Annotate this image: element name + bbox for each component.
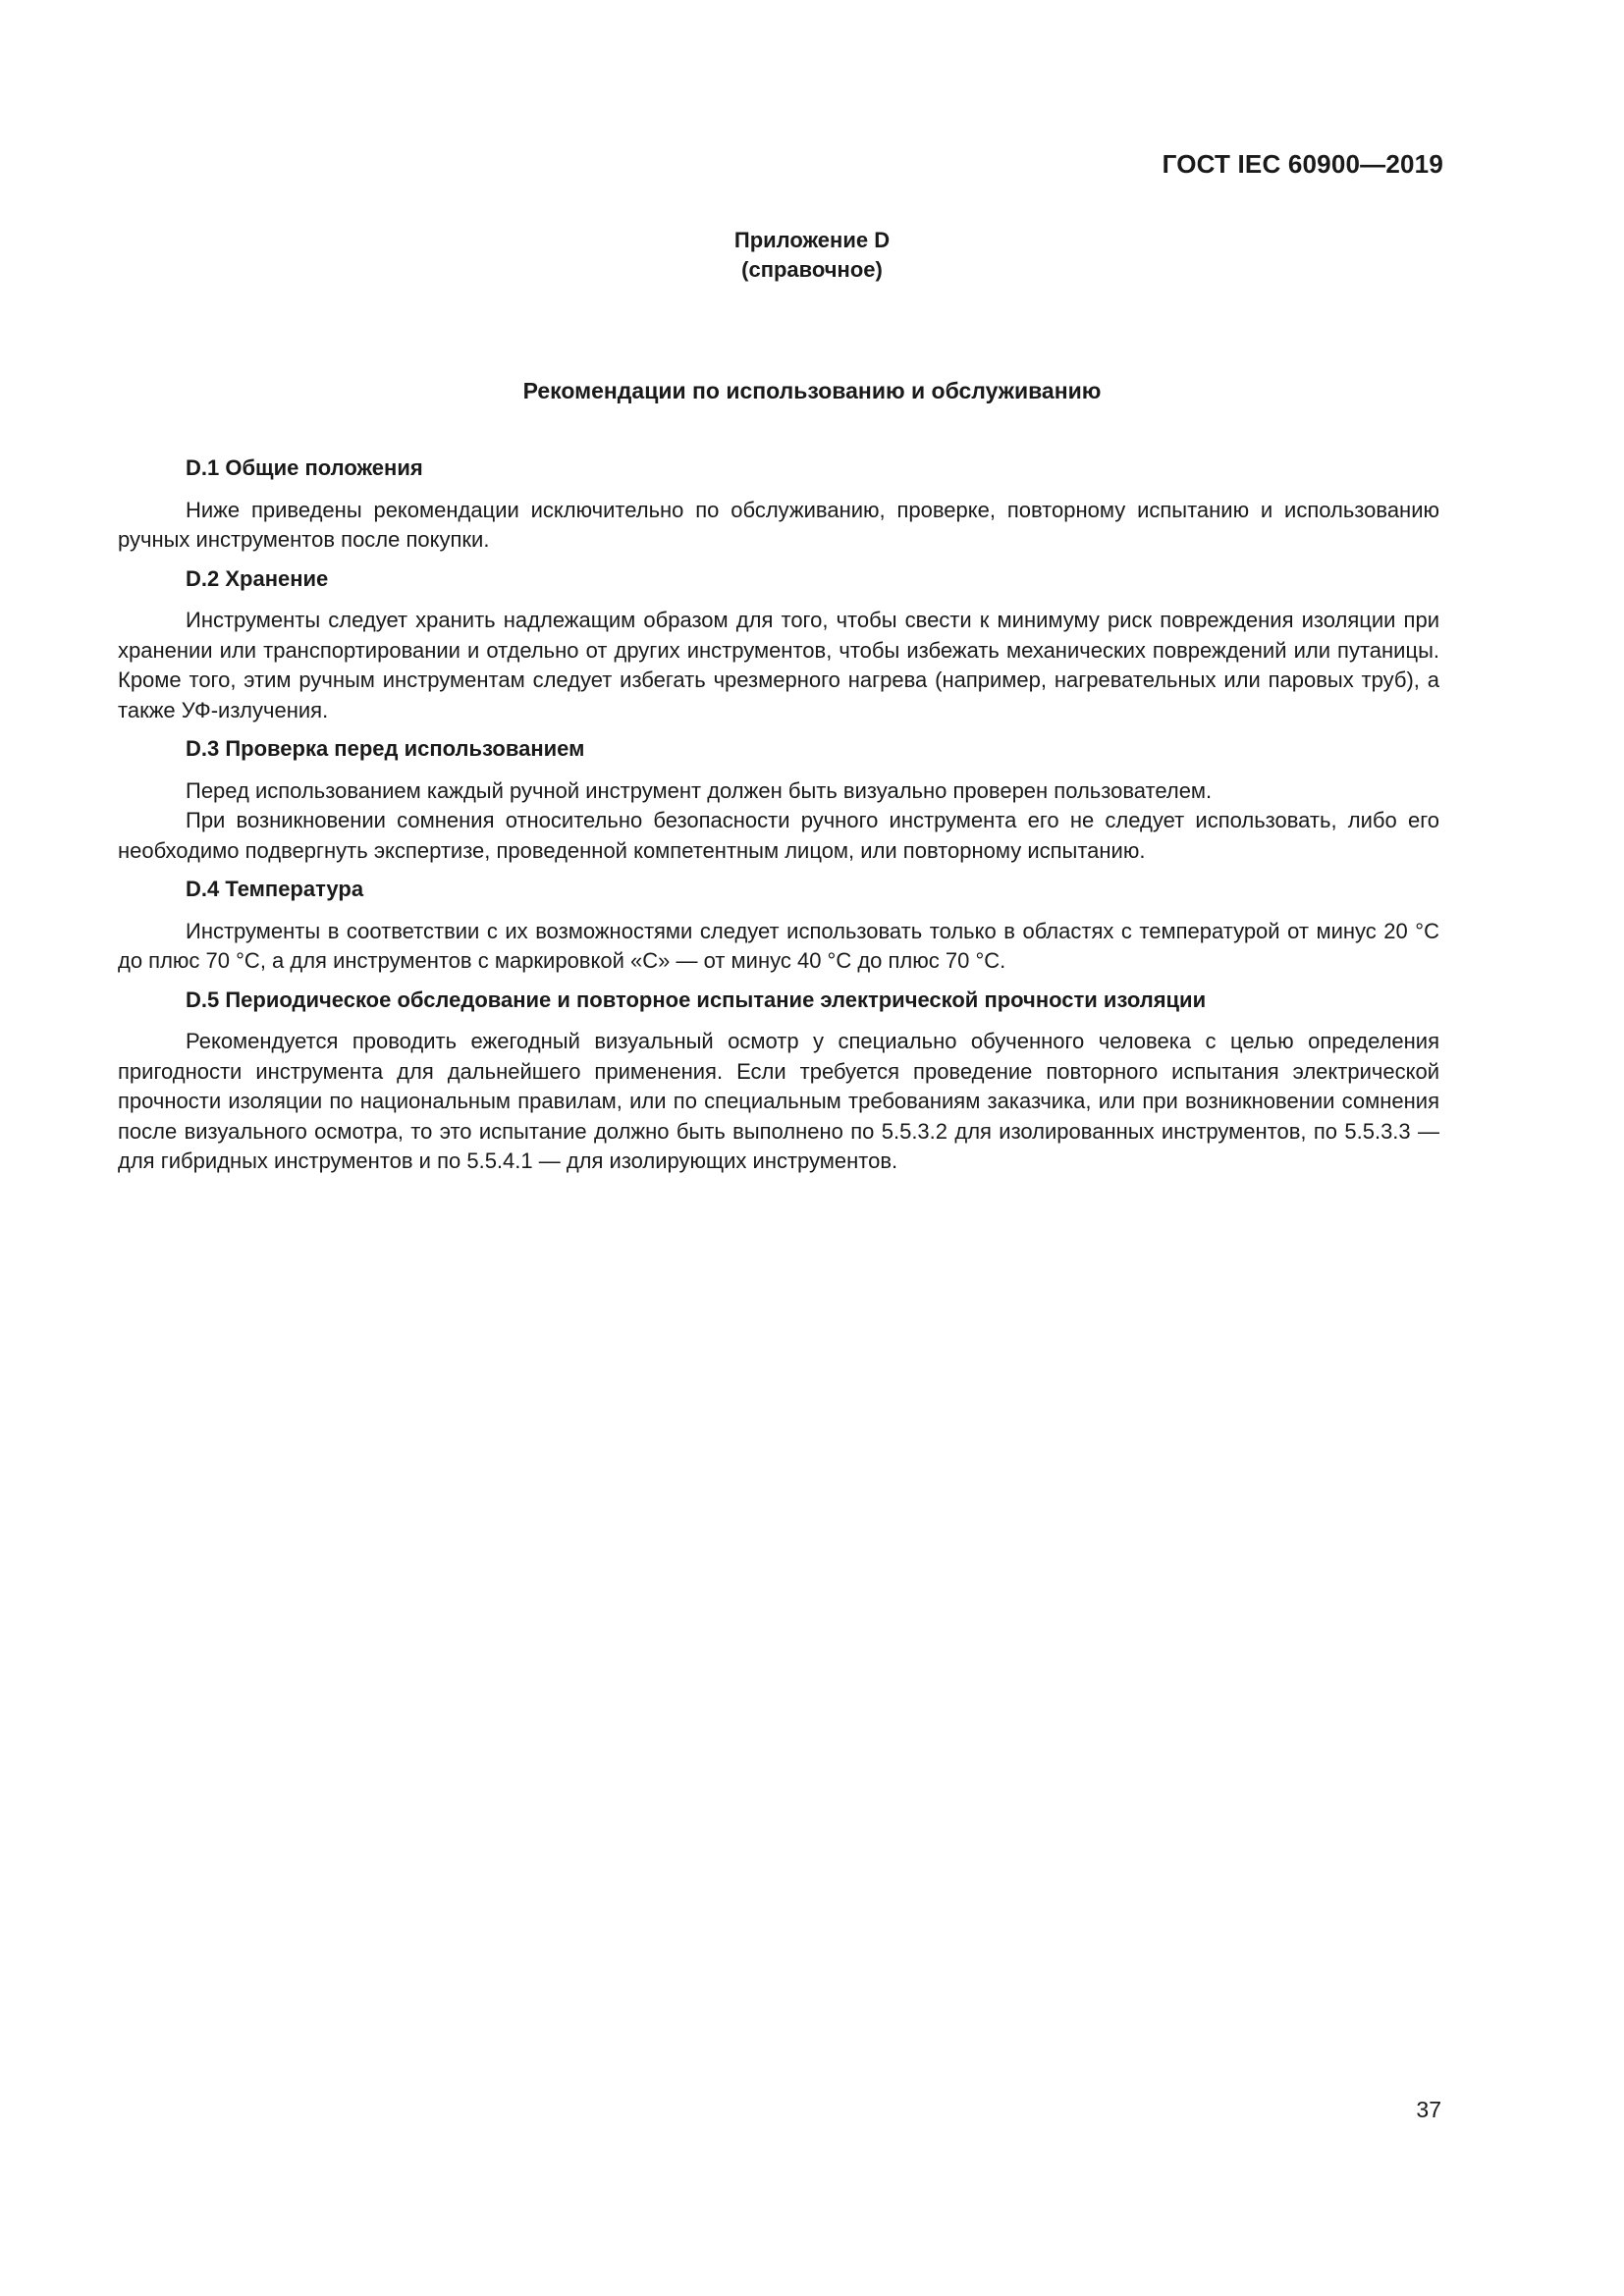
content	[118, 454, 1439, 1186]
section-heading: D.5 Периодическое обследование и повторное испытание электрической прочности изоляции	[186, 987, 1207, 1012]
section-heading: D.1 Общие положения	[186, 455, 423, 480]
page-number: 37	[1416, 2097, 1441, 2122]
section-d2	[118, 564, 1439, 726]
section-d5	[118, 986, 1439, 1177]
section-heading: D.2 Хранение	[186, 565, 329, 591]
paragraph: Инструменты следует хранить надлежащим образом для того, чтобы свести к минимуму риск повреждения изоляции при хранении или транспортировании и отдельно от других инструментов, чтобы избежать механических повреждений или путаницы. Кроме того, этим ручным инструментам следует избегать чрезмерного нагрева (например, нагревательных или паровых труб), а также УФ-излучения.	[118, 608, 1439, 722]
appendix-heading	[0, 226, 1624, 285]
main-title: Рекомендации по использованию и обслуживанию	[522, 378, 1102, 403]
section-d3	[118, 734, 1439, 866]
section-d1	[118, 454, 1439, 556]
paragraph: Ниже приведены рекомендации исключительно по обслуживанию, проверке, повторному испытанию и использованию ручных инструментов после покупки.	[118, 497, 1439, 552]
appendix-subtitle: (справочное)	[741, 257, 883, 282]
paragraph: Инструменты в соответствии с их возможностями следует использовать только в областях с температурой от минус 20 °С до плюс 70 °С, а для инструментов с маркировкой «С» — от минус 40 °С до плюс 70 °С.	[118, 918, 1439, 973]
paragraph: Рекомендуется проводить ежегодный визуальный осмотр у специально обученного человека с целью определения пригодности инструмента для дальнейшего применения. Если требуется проведение повторного испытания электрической прочности изоляции по национальным правилам, или по специальным требованиям заказчика, или при возникновении сомнения после визуального осмотра, то это испытание должно быть выполнено по 5.5.3.2 для изолированных инструментов, по 5.5.3.3 — для гибридных инструментов и по 5.5.4.1 — для изолирующих инструментов.	[118, 1029, 1439, 1173]
paragraph: При возникновении сомнения относительно безопасности ручного инструмента его не следует использовать, либо его необходимо подвергнуть экспертизе, проведенной компетентным лицом, или повторному испытанию.	[118, 808, 1439, 863]
paragraph: Перед использованием каждый ручной инструмент должен быть визуально проверен пользователем.	[186, 777, 1213, 803]
section-heading: D.3 Проверка перед использованием	[186, 736, 585, 761]
section-heading: D.4 Температура	[186, 877, 364, 901]
section-d4	[118, 875, 1439, 977]
appendix-title: Приложение D	[733, 228, 891, 252]
document-code: ГОСТ IEC 60900—2019	[1162, 149, 1443, 179]
